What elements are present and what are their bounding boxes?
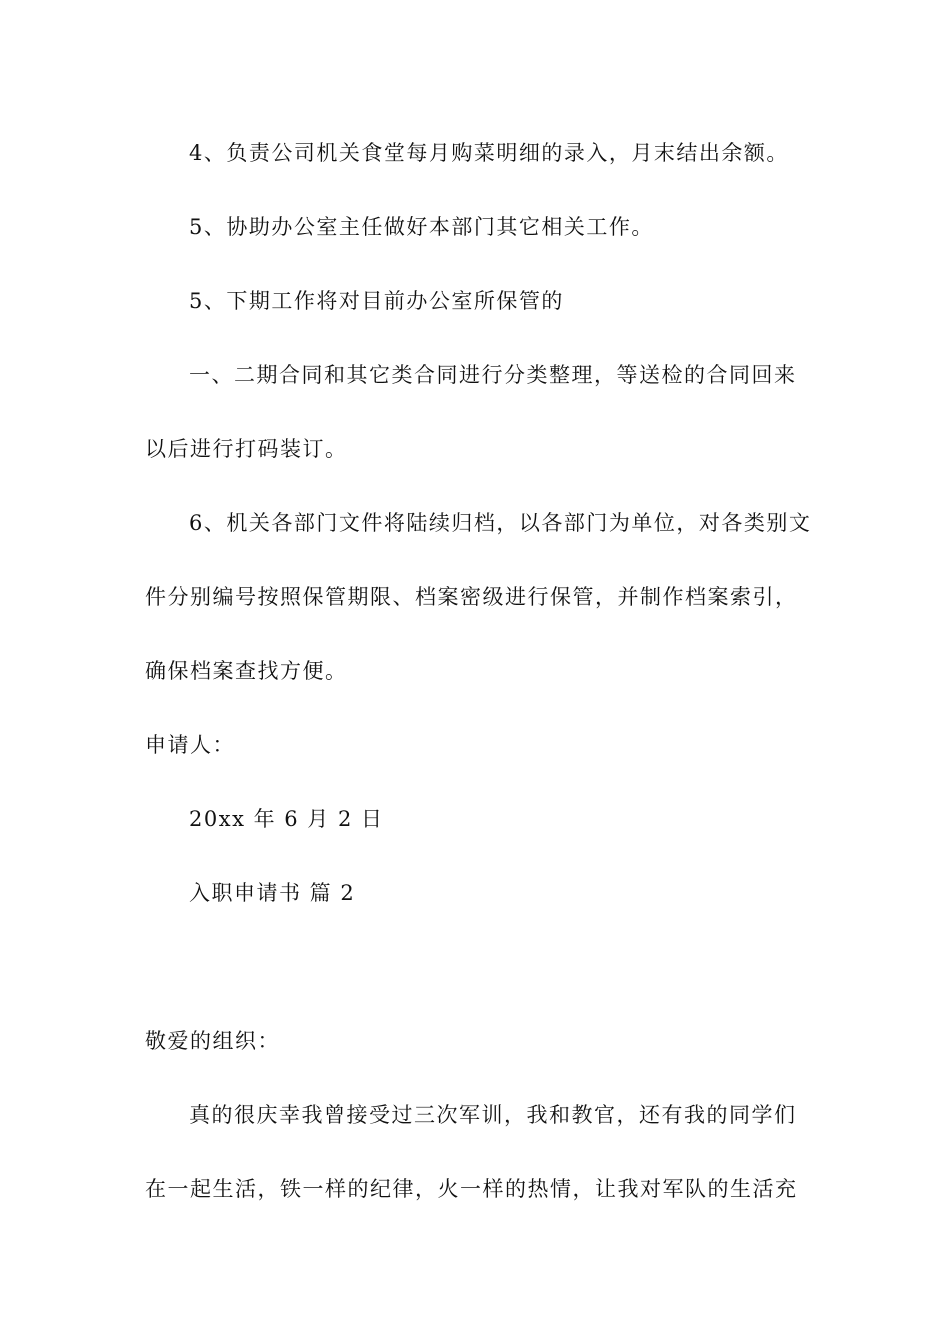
paragraph-line: 5、下期工作将对目前办公室所保管的 <box>189 289 564 313</box>
paragraph-line: 4、负责公司机关食堂每月购菜明细的录入，月末结出余额。 <box>189 141 789 165</box>
paragraph-line: 件分别编号按照保管期限、档案密级进行保管，并制作档案索引， <box>145 585 798 609</box>
salutation: 敬爱的组织： <box>145 1029 280 1053</box>
paragraph-line: 一、二期合同和其它类合同进行分类整理，等送检的合同回来 <box>189 363 797 387</box>
paragraph-line: 6、机关各部门文件将陆续归档，以各部门为单位，对各类别文 <box>189 511 812 535</box>
paragraph-line: 确保档案查找方便。 <box>145 659 348 683</box>
applicant-label: 申请人： <box>145 733 235 757</box>
paragraph-line: 5、协助办公室主任做好本部门其它相关工作。 <box>189 215 654 239</box>
paragraph-line: 在一起生活，铁一样的纪律，火一样的热情，让我对军队的生活充 <box>145 1177 798 1201</box>
paragraph-line: 以后进行打码装订。 <box>145 437 348 461</box>
paragraph-line: 真的很庆幸我曾接受过三次军训，我和教官，还有我的同学们 <box>189 1103 797 1127</box>
date-line: 20xx 年 6 月 2 日 <box>189 807 384 831</box>
section-title: 入职申请书 篇 2 <box>189 881 356 905</box>
